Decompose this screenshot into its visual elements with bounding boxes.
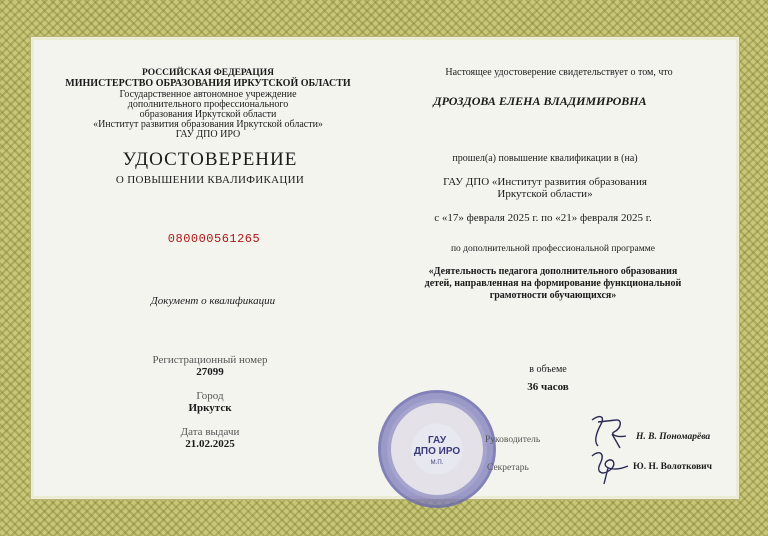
- program-line-1: «Деятельность педагога дополнительного образования: [428, 266, 678, 277]
- head-label: Руководитель: [485, 435, 541, 445]
- issue-date: 21.02.2025: [185, 438, 235, 450]
- institution-line-4: «Институт развития образования Иркутской области»: [93, 119, 323, 130]
- secretary-signature: [588, 446, 634, 486]
- program-line-2: детей, направленная на формирование функциональной: [424, 278, 682, 289]
- seal-text-1: ГАУ: [427, 435, 447, 446]
- certificate-number: 080000561265: [167, 232, 261, 246]
- volume-label: в объеме: [529, 364, 567, 375]
- seal-text-2: ДПО ИРО: [413, 446, 461, 457]
- registration-number: 27099: [196, 366, 224, 378]
- intro-text: Настоящее удостоверение свидетельствует о том, что: [445, 67, 673, 78]
- official-seal: [378, 390, 496, 508]
- training-period: с «17» февраля 2025 г. по «21» февраля 2025 г.: [434, 212, 652, 224]
- document-type: Документ о квалификации: [150, 295, 276, 307]
- institution-line-2: дополнительного профессионального: [127, 99, 289, 110]
- program-line-3: грамотности обучающихся»: [489, 290, 617, 301]
- volume-value: 36 часов: [527, 381, 569, 393]
- organization-line-2: Иркутской области»: [497, 188, 593, 200]
- institution-line-1: Государственное автономное учреждение: [119, 89, 297, 100]
- head-name: Н. В. Пономарёва: [636, 432, 711, 442]
- secretary-label: Секретарь: [487, 463, 529, 473]
- holder-name: ДРОЗДОВА ЕЛЕНА ВЛАДИМИРОВНА: [433, 94, 647, 108]
- institution-line-3: образования Иркутской области: [139, 109, 277, 120]
- seal-text-3: М.П.: [430, 460, 444, 466]
- document-title: УДОСТОВЕРЕНИЕ: [122, 149, 298, 170]
- document-subtitle: О ПОВЫШЕНИИ КВАЛИФИКАЦИИ: [115, 174, 305, 186]
- city-value: Иркутск: [188, 402, 232, 414]
- country-heading: РОССИЙСКАЯ ФЕДЕРАЦИЯ: [141, 68, 275, 78]
- city-label: Город: [196, 390, 224, 402]
- ministry-heading: МИНИСТЕРСТВО ОБРАЗОВАНИЯ ИРКУТСКОЙ ОБЛАСТИ: [65, 78, 351, 89]
- issue-date-label: Дата выдачи: [180, 426, 240, 438]
- organization-line-1: ГАУ ДПО «Институт развития образования: [443, 176, 647, 188]
- passed-text: прошел(а) повышение квалификации в (на): [452, 153, 638, 164]
- secretary-name: Ю. Н. Волоткович: [633, 462, 712, 472]
- institution-short: ГАУ ДПО ИРО: [175, 129, 241, 140]
- program-label: по дополнительной профессиональной программе: [450, 244, 656, 254]
- registration-label: Регистрационный номер: [152, 354, 268, 366]
